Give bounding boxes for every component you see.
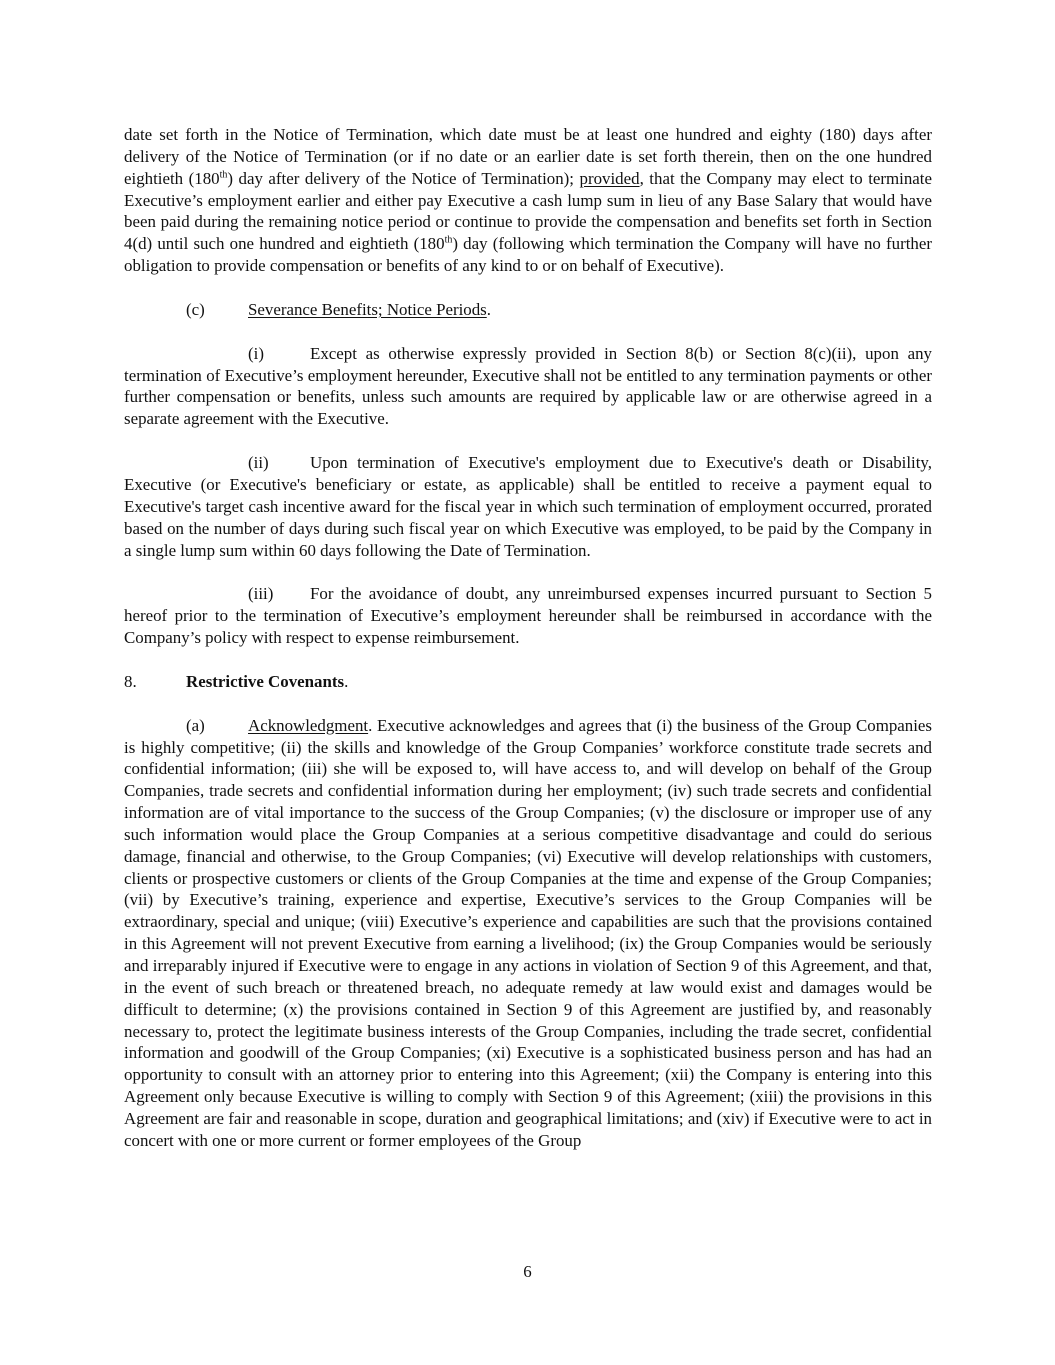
clause-label: (ii) (248, 453, 269, 473)
section-c-title: Severance Benefits; Notice Periods (248, 299, 487, 319)
section-8a-label: (a) (186, 715, 205, 735)
section-8-heading: 8. Restrictive Covenants. (124, 671, 349, 691)
section-8a-paragraph (124, 715, 932, 1152)
clause-i (124, 343, 932, 430)
section-8-number: 8. (124, 671, 137, 691)
carryover-paragraph (124, 124, 932, 277)
section-8a-title: Acknowledgment (248, 715, 369, 735)
clause-iii (124, 583, 932, 649)
clause-label: (i) (248, 343, 264, 363)
carryover-text-1: date set forth in the Notice of Termination, which date must be at least one hundred and eighty (180) days after delivery of the Notice of Termination (or if no date or an earlier date is set forth therein, then on the one hundred eightieth (180 (124, 125, 932, 188)
document-body (124, 124, 932, 1152)
ordinal-suffix: th (444, 234, 453, 246)
clause-text: For the avoidance of doubt, any unreimbursed expenses incurred pursuant to Section 5 hereof prior to the termination of Executive’s employment hereunder shall be reimbursed in accordance with the Company’s policy with respect to expense reimbursement. (124, 584, 932, 648)
ordinal-suffix: th (219, 169, 228, 181)
provided-term: provided (579, 168, 640, 188)
clause-text: Except as otherwise expressly provided in Section 8(b) or Section 8(c)(ii), upon any termination of Executive’s employment hereunder, Executive shall not be entitled to any termination payments or other further compensation or benefits, unless such amounts are required by applicable law or are otherwise agreed in a separate agreement with the Executive. (124, 343, 932, 429)
section-8a-text: . Executive acknowledges and agrees that (i) the business of the Group Companies is highly competitive; (ii) the skills and knowledge of the Group Companies’ workforce constitute trade secrets and confidential information; (iii) she will be exposed to, will have access to, and will develop on behalf of the Group Companies, trade secrets and confidential information during her employment; (iv) such trade secrets and confidential information are of vital importance to the success of the Group Companies; (v) the disclosure or improper use of any such information would place the Group Companies at a serious competitive disadvantage and could do serious damage, financial and otherwise, to the Group Companies; (vi) Executive will develop relationships with customers, clients or prospective customers or clients of the Group Companies at the time and expense of the Group Companies; (vii) by Executive’s training, experience and expertise, Executive’s services to the Group Companies will be extraordinary, special and unique; (viii) Executive’s experience and capabilities are such that the provisions contained in this Agreement will not prevent Executive from earning a livelihood; (ix) the Group Companies would be seriously and irreparably injured if Executive were to engage in any actions in violation of Section 9 of this Agreement, and that, in the event of such breach or threatened breach, no adequate remedy at law would exist and damages would be difficult to determine; (x) the provisions contained in Section 9 of this Agreement are justified by, and reasonably necessary to, protect the legitimate business interests of the Group Companies, including the trade secret, confidential information and goodwill of the Group Companies; (xi) Executive is a sophisticated business person and has had an opportunity to consult with an attorney prior to entering into this Agreement; (xii) the Company is entering into this Agreement only because Executive is willing to comply with Section 9 of this Agreement; (xiii) the provisions in this Agreement are fair and reasonable in scope, duration and geographical limitations; and (xiv) if Executive were to act in concert with one or more current or former employees of the Group (124, 715, 932, 1150)
clause-ii (124, 452, 932, 561)
section-c-label: (c) (186, 299, 205, 319)
clause-label: (iii) (248, 584, 274, 604)
page-number: 6 (523, 1262, 532, 1281)
section-c-heading: (c) Severance Benefits; Notice Periods. (186, 299, 491, 319)
clause-text: Upon termination of Executive's employment due to Executive's death or Disability, Executive (or Executive's beneficiary or estate, as applicable) shall be entitled to receive a payment equal to Executive's target cash incentive award for the fiscal year in which such termination of employment occurred, prorated based on the number of days during such fiscal year on which Executive was employed, to be paid by the Company in a single lump sum within 60 days following the Date of Termination. (124, 453, 932, 560)
carryover-text-3: , that the Company may elect to terminate Executive’s employment earlier and either pay Executive a cash lump sum in lieu of any Base Salary that would have been paid during the remaining notice period or continue to provide the compensation and benefits set forth in Section 4(d) until such one hundred and eightieth (180 (124, 168, 932, 254)
carryover-text-4: ) day (following which termination the Company will have no further obligation to provide compensation or benefits of any kind to or on behalf of Executive). (124, 234, 932, 276)
carryover-text-2: ) day after delivery of the Notice of Termination); (227, 168, 580, 188)
section-8-title: Restrictive Covenants (186, 671, 345, 691)
